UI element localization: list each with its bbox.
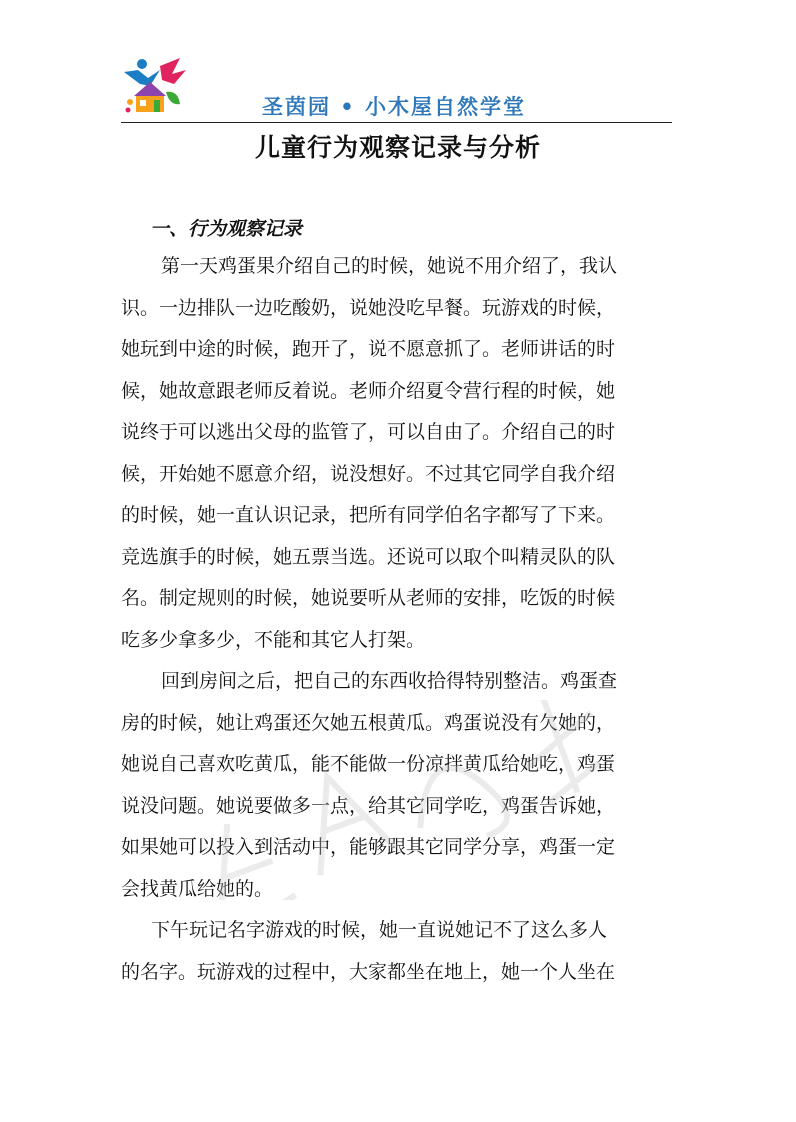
text-line: 她说自己喜欢吃黄瓜，能不能做一份凉拌黄瓜给她吃，鸡蛋 bbox=[121, 753, 616, 775]
text-line: 说没问题。她说要做多一点，给其它同学吃，鸡蛋告诉她， bbox=[121, 794, 616, 817]
text-line: 名。制定规则的时候，她说要听从老师的安排，吃饭的时候 bbox=[121, 587, 616, 609]
section-heading: 一、行为观察记录 bbox=[150, 218, 303, 240]
text-line: 下午玩记名字游戏的时候，她一直说她记不了这么多人 bbox=[151, 919, 608, 941]
document-title: 儿童行为观察记录与分析 bbox=[254, 133, 541, 162]
text-line: 说终于可以逃出父母的监管了，可以自由了。介绍自己的时 bbox=[121, 421, 616, 443]
text-line: 吃多少拿多少，不能和其它人打架。 bbox=[121, 628, 426, 651]
text-line: 会找黄瓜给她的。 bbox=[121, 877, 274, 900]
text-line: 候，她故意跟老师反着说。老师介绍夏令营行程的时候，她 bbox=[121, 379, 616, 402]
text-line: 她玩到中途的时候，跑开了，说不愿意抓了。老师讲话的时 bbox=[121, 338, 616, 360]
body-text bbox=[121, 246, 676, 993]
text-line: 的名字。玩游戏的过程中，大家都坐在地上，她一个人坐在 bbox=[121, 960, 616, 983]
text-line: 候，开始她不愿意介绍，说没想好。不过其它同学自我介绍 bbox=[121, 462, 616, 485]
text-line: 房的时候，她让鸡蛋还欠她五根黄瓜。鸡蛋说没有欠她的， bbox=[121, 711, 616, 734]
text-line: 如果她可以投入到活动中，能够跟其它同学分享，鸡蛋一定 bbox=[121, 836, 616, 858]
text-line: 的时候，她一直认识记录，把所有同学伯名字都写了下来。 bbox=[121, 504, 616, 526]
text-line: 识。一边排队一边吃酸奶，说她没吃早餐。玩游戏的时候， bbox=[121, 296, 616, 319]
org-name: 圣茵园 • 小木屋自然学堂 bbox=[262, 95, 527, 119]
header-divider bbox=[121, 122, 672, 123]
text-line: 回到房间之后，把自己的东西收拾得特别整洁。鸡蛋查 bbox=[161, 670, 618, 692]
children-house-logo-icon bbox=[120, 56, 190, 116]
text-line: 第一天鸡蛋果介绍自己的时候，她说不用介绍了，我认 bbox=[161, 255, 618, 277]
text-line: 竞选旗手的时候，她五票当选。还说可以取个叫精灵队的队 bbox=[121, 545, 616, 568]
